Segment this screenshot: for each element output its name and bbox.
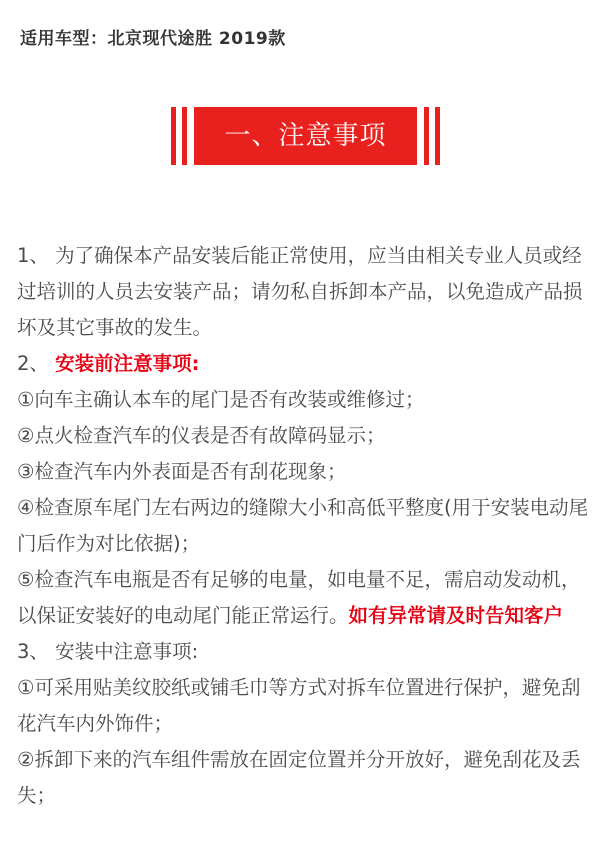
section-title: 一、注意事项 xyxy=(194,107,417,165)
during-install-item-1: ①可采用贴美纹胶纸或铺毛巾等方式对拆车位置进行保护，避免刮花汽车内外饰件； xyxy=(17,676,581,735)
pre-install-item-2: ②点火检查汽车的仪表是否有故障码显示； xyxy=(17,424,386,447)
pre-install-item-5-text: ⑤检查汽车电瓶是否有足够的电量，如电量不足，需启动发动机，以保证安装好的电动尾门能正常运行。 xyxy=(17,568,581,627)
banner-stripe-right-outer xyxy=(435,107,440,165)
during-install-heading: 3、 安装中注意事项: xyxy=(17,640,199,663)
section-banner xyxy=(171,107,440,165)
banner-stripe-right-inner xyxy=(424,107,429,165)
pre-install-heading: 安装前注意事项: xyxy=(55,352,200,375)
pre-install-item-1: ①向车主确认本车的尾门是否有改装或维修过； xyxy=(17,388,425,411)
banner-stripe-left-outer xyxy=(171,107,176,165)
note-number-2: 2、 xyxy=(17,352,56,375)
note-paragraph-1: 1、 为了确保本产品安装后能正常使用，应当由相关专业人员或经过培训的人员去安装产品；请勿私自拆卸本产品，以免造成产品损坏及其它事故的发生。 xyxy=(17,244,583,339)
note-paragraph-2 xyxy=(17,346,599,382)
pre-install-item-4: ④检查原车尾门左右两边的缝隙大小和高低平整度(用于安装电动尾门后作为对比依据)； xyxy=(17,496,589,555)
pre-install-item-5-emphasis: 如有异常请及时告知客户 xyxy=(348,604,564,627)
banner-stripe-left-inner xyxy=(182,107,187,165)
pre-install-item-5 xyxy=(17,562,599,634)
pre-install-item-3: ③检查汽车内外表面是否有刮花现象； xyxy=(17,460,347,483)
notes-content xyxy=(17,238,599,814)
during-install-item-2: ②拆卸下来的汽车组件需放在固定位置并分开放好，避免刮花及丢失； xyxy=(17,748,581,807)
vehicle-model-label: 适用车型：北京现代途胜 2019款 xyxy=(20,29,286,49)
